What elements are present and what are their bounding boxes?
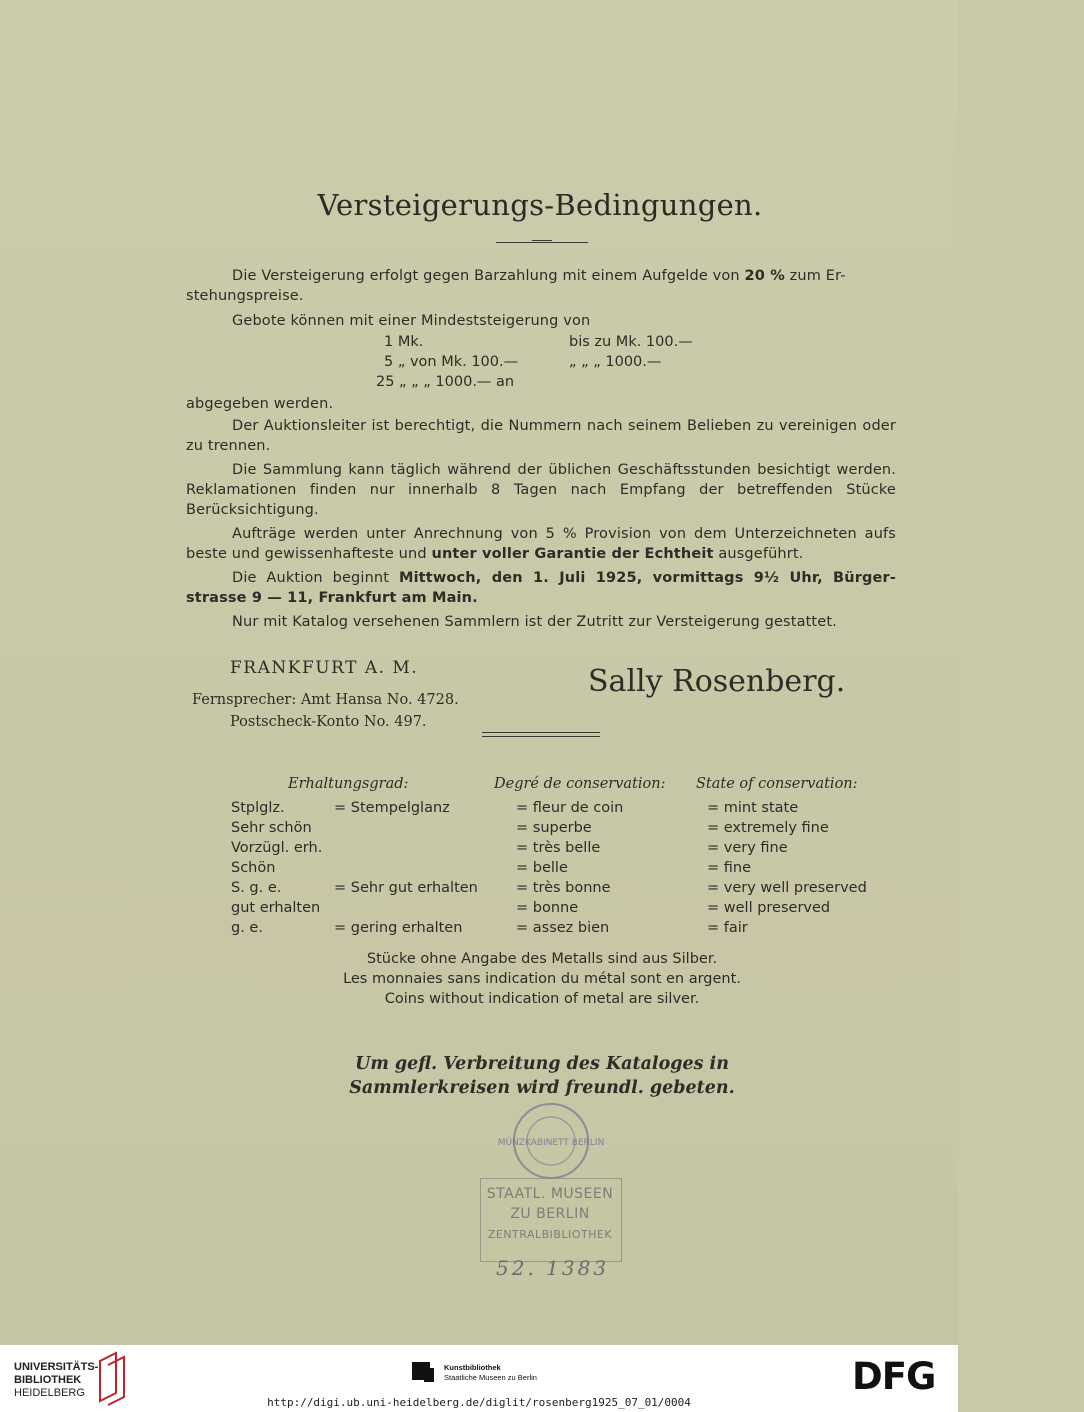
university-line: BIBLIOTHEK — [14, 1374, 82, 1386]
surcharge-text: Die Versteigerung erfolgt gegen Barzahlung mit einem Aufgelde von — [232, 268, 740, 284]
contact-divider — [482, 732, 600, 733]
phone-line: Fernsprecher: Amt Hansa No. 4728. — [192, 692, 459, 708]
closing-line-2: Sammlerkreisen wird freundl. gebeten. — [349, 1078, 735, 1098]
paragraph-surcharge — [186, 266, 896, 286]
bid-row-range: „ „ „ 1000.— — [569, 354, 662, 370]
bid-row-amount: 5 „ von Mk. 100.— — [384, 354, 519, 370]
header-english: State of conservation: — [696, 776, 858, 792]
library-stamp-line: STAATL. MUSEEN — [486, 1186, 614, 1202]
paragraph-admission: Nur mit Katalog versehenen Sammlern ist der Zutritt zur Versteigerung gestattet. — [232, 614, 837, 630]
shelfmark: 52. 1383 — [496, 1256, 610, 1280]
row-english: = well preserved — [707, 900, 831, 916]
guarantee-text: unter voller Garantie der Echtheit — [431, 546, 714, 562]
university-library-logo[interactable] — [14, 1361, 98, 1400]
row-english: = mint state — [707, 800, 799, 816]
dfg-logo[interactable]: DFG — [852, 1355, 936, 1398]
row-abbr: g. e. — [231, 920, 263, 936]
row-french: = fleur de coin — [516, 800, 624, 816]
row-english: = extremely fine — [707, 820, 829, 836]
surcharge-percent: 20 % — [744, 268, 785, 284]
row-abbr: Sehr schön — [231, 820, 312, 836]
header-french: Degré de conservation: — [494, 776, 666, 792]
row-french: = bonne — [516, 900, 579, 916]
row-french: = assez bien — [516, 920, 610, 936]
row-abbr: gut erhalten — [231, 900, 321, 916]
row-english: = very fine — [707, 840, 788, 856]
row-english: = fine — [707, 860, 752, 876]
row-english: = fair — [707, 920, 748, 936]
postscheck-line: Postscheck-Konto No. 497. — [230, 714, 427, 730]
row-german: = gering erhalten — [334, 920, 463, 936]
title-divider-mark — [532, 240, 552, 241]
bids-end: abgegeben werden. — [186, 396, 334, 412]
paragraph-auctioneer: Der Auktionsleiter ist berechtigt, die Nummern nach seinem Belieben zu vereinigen oder zu trennen. — [186, 418, 896, 454]
commissions-text-end: ausgeführt. — [718, 546, 804, 562]
auction-date-details: Mittwoch, den 1. Juli 1925, vormittags 9½ Uhr, Bürger-strasse 9 — 11, Frankfurt am Main. — [186, 570, 896, 606]
row-french: = belle — [516, 860, 568, 876]
paragraph-commissions — [186, 524, 896, 564]
row-french: = très belle — [516, 840, 601, 856]
surcharge-text-end: zum Er- — [789, 268, 846, 284]
metal-note-de: Stücke ohne Angabe des Metalls sind aus Silber. — [366, 951, 718, 967]
row-abbr: S. g. e. — [231, 880, 282, 896]
kunstbibliothek-subtitle: Staatliche Museen zu Berlin — [444, 1373, 537, 1382]
metal-note-fr: Les monnaies sans indication du métal sont en argent. — [343, 971, 741, 987]
library-stamp-line: ZENTRALBIBLIOTHEK — [487, 1228, 613, 1241]
university-line: HEIDELBERG — [14, 1387, 85, 1399]
row-german: = Sehr gut erhalten — [334, 880, 478, 896]
university-line: UNIVERSITÄTS- — [14, 1361, 99, 1373]
metal-note-en: Coins without indication of metal are silver. — [384, 991, 700, 1007]
contact-divider-2 — [482, 736, 600, 737]
row-french: = très bonne — [516, 880, 611, 896]
surcharge-line2: stehungspreise. — [186, 288, 304, 304]
paragraph-bids: Gebote können mit einer Mindeststeigerung von — [232, 313, 591, 329]
bid-row-amount: 1 Mk. — [384, 334, 424, 350]
row-german: = Stempelglanz — [334, 800, 450, 816]
paragraph-auction-date — [186, 568, 896, 608]
page-url[interactable]: http://digi.ub.uni-heidelberg.de/diglit/rosenberg1925_07_01/0004 — [267, 1396, 691, 1409]
bid-row-amount: 25 „ „ „ 1000.— an — [376, 374, 515, 390]
auction-date-intro: Die Auktion beginnt — [232, 570, 390, 586]
commissions-text: Aufträge werden unter Anrechnung von 5 % Provision von dem Unterzeichneten aufs beste und gewissenhafteste und — [186, 526, 896, 562]
header-german: Erhaltungsgrad: — [288, 776, 409, 792]
page-title: Versteigerungs-Bedingungen. — [317, 188, 763, 222]
signature-name: Sally Rosenberg. — [588, 664, 846, 699]
closing-line-1: Um gefl. Verbreitung des Kataloges in — [355, 1054, 729, 1074]
library-stamp-line: ZU BERLIN — [510, 1206, 590, 1222]
bid-row-range: bis zu Mk. 100.— — [569, 334, 693, 350]
stamp-label: MÜNZKABINETT BERLIN — [497, 1138, 605, 1148]
row-abbr: Schön — [231, 860, 276, 876]
row-abbr: Vorzügl. erh. — [231, 840, 323, 856]
row-french: = superbe — [516, 820, 592, 836]
title-divider — [496, 242, 588, 243]
kunstbibliothek-name: Kunstbibliothek — [444, 1363, 501, 1372]
paragraph-viewing: Die Sammlung kann täglich während der üblichen Geschäftsstunden besichtigt werden. Reklamationen finden nur innerhalb 8 Tagen nach Empfang der betreffenden Stücke Berücksichtigung. — [186, 462, 896, 518]
city-line: FRANKFURT A. M. — [230, 658, 419, 678]
row-abbr: Stplglz. — [231, 800, 285, 816]
muenzkabinett-stamp — [497, 1098, 605, 1184]
kunstbibliothek-icon — [410, 1358, 436, 1384]
kunstbibliothek-logo[interactable] — [444, 1363, 537, 1383]
row-english: = very well preserved — [707, 880, 867, 896]
